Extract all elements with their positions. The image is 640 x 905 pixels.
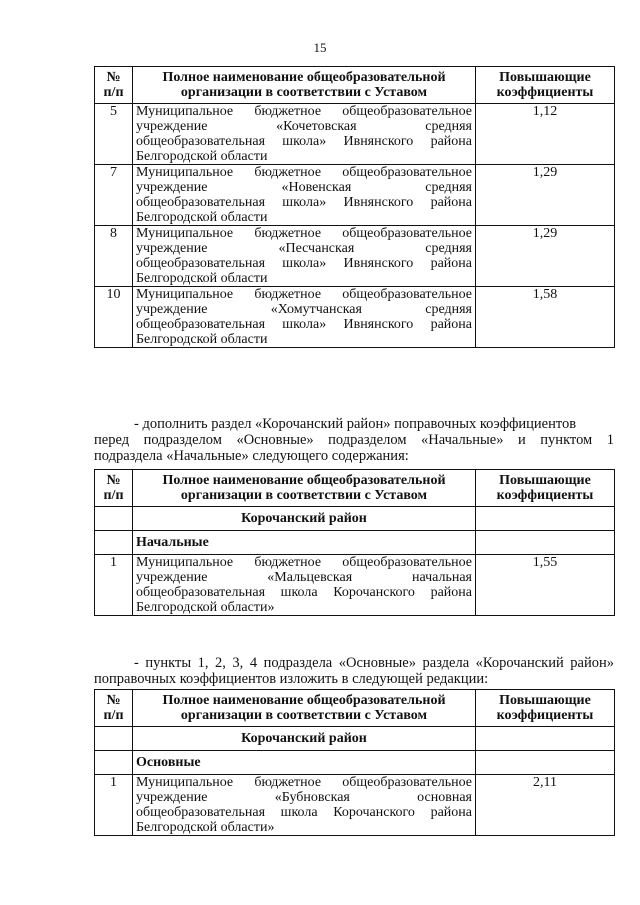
table-row — [95, 165, 615, 226]
organization-name-line: общеобразовательная школа Корочанского района — [136, 805, 472, 820]
organization-name-line: Белгородской области — [136, 332, 268, 347]
coefficient-value: 1,55 — [476, 555, 615, 616]
page-number: 15 — [313, 40, 327, 55]
table-row — [95, 775, 615, 836]
table-row — [95, 555, 615, 616]
organization-name — [133, 555, 476, 616]
subsection-title: Начальные — [133, 531, 476, 555]
organization-name-line: Муниципальное бюджетное общеобразовательное — [136, 226, 472, 241]
section-row — [95, 507, 615, 531]
table-row — [95, 104, 615, 165]
header-num: № п/п — [95, 67, 133, 104]
organization-name-line: общеобразовательная школа Корочанского района — [136, 585, 472, 600]
organization-name-line: Белгородской области — [136, 210, 268, 225]
organization-name-line: общеобразовательная школа» Ивнянского района — [136, 134, 472, 149]
organization-name-line: Белгородской области — [136, 149, 268, 164]
organization-name-line: учреждение «Бубновская основная — [136, 790, 472, 805]
header-name: Полное наименование общеобразовательной организации в соответствии с Уставом — [133, 470, 476, 507]
section-title: Корочанский район — [133, 507, 476, 531]
header-name: Полное наименование общеобразовательной организации в соответствии с Уставом — [133, 67, 476, 104]
subsection-row — [95, 531, 615, 555]
subsection-row — [95, 751, 615, 775]
coefficient-value: 1,29 — [476, 226, 615, 287]
organization-name-line: учреждение «Хомутчанская средняя — [136, 302, 472, 317]
organization-name-line: учреждение «Кочетовская средняя — [136, 119, 472, 134]
section-title: Корочанский район — [133, 727, 476, 751]
organization-name-line: Муниципальное бюджетное общеобразовательное — [136, 104, 472, 119]
organization-name — [133, 287, 476, 348]
organization-name-line: Белгородской области» — [136, 600, 275, 615]
row-number: 1 — [95, 775, 133, 836]
organization-name-line: Муниципальное бюджетное общеобразовательное — [136, 555, 472, 570]
coefficient-value: 1,12 — [476, 104, 615, 165]
paragraph-line: перед подразделом «Основные» подразделом «Начальные» и пунктом 1 — [94, 432, 614, 448]
organization-name — [133, 104, 476, 165]
organization-name-line: Муниципальное бюджетное общеобразовательное — [136, 165, 472, 180]
coefficients-table-korochansky-basic — [94, 689, 615, 836]
paragraph-add-section — [94, 416, 614, 464]
organization-name — [133, 226, 476, 287]
table-header-row — [95, 470, 615, 507]
organization-name — [133, 775, 476, 836]
header-coef: Повышающие коэффициенты — [476, 470, 615, 507]
organization-name-line: Белгородской области — [136, 271, 268, 286]
organization-name-line: Белгородской области» — [136, 820, 275, 835]
table-header-row — [95, 690, 615, 727]
coefficients-table-ivnyansky — [94, 66, 615, 348]
coefficient-value: 1,29 — [476, 165, 615, 226]
paragraph-line: - дополнить раздел «Корочанский район» поправочных коэффициентов — [134, 416, 577, 432]
paragraph-restate-items — [94, 655, 614, 687]
organization-name-line: учреждение «Мальцевская начальная — [136, 570, 472, 585]
organization-name — [133, 165, 476, 226]
coefficient-value: 1,58 — [476, 287, 615, 348]
header-num: № п/п — [95, 470, 133, 507]
table-header-row — [95, 67, 615, 104]
header-coef: Повышающие коэффициенты — [476, 690, 615, 727]
row-number: 10 — [95, 287, 133, 348]
row-number: 8 — [95, 226, 133, 287]
table-row — [95, 226, 615, 287]
organization-name-line: учреждение «Новенская средняя — [136, 180, 472, 195]
paragraph-line: - пункты 1, 2, 3, 4 подраздела «Основные» раздела «Корочанский район» — [134, 655, 614, 671]
coefficient-value: 2,11 — [476, 775, 615, 836]
row-number: 1 — [95, 555, 133, 616]
organization-name-line: Муниципальное бюджетное общеобразовательное — [136, 775, 472, 790]
table-row — [95, 287, 615, 348]
section-row — [95, 727, 615, 751]
organization-name-line: Муниципальное бюджетное общеобразовательное — [136, 287, 472, 302]
subsection-title: Основные — [133, 751, 476, 775]
organization-name-line: общеобразовательная школа» Ивнянского района — [136, 256, 472, 271]
paragraph-line: подраздела «Начальные» следующего содержания: — [94, 448, 409, 464]
header-num: № п/п — [95, 690, 133, 727]
header-coef: Повышающие коэффициенты — [476, 67, 615, 104]
row-number: 7 — [95, 165, 133, 226]
organization-name-line: учреждение «Песчанская средняя — [136, 241, 472, 256]
paragraph-line: поправочных коэффициентов изложить в следующей редакции: — [94, 671, 489, 687]
organization-name-line: общеобразовательная школа» Ивнянского района — [136, 317, 472, 332]
organization-name-line: общеобразовательная школа» Ивнянского района — [136, 195, 472, 210]
coefficients-table-korochansky-initial — [94, 469, 615, 616]
row-number: 5 — [95, 104, 133, 165]
header-name: Полное наименование общеобразовательной организации в соответствии с Уставом — [133, 690, 476, 727]
